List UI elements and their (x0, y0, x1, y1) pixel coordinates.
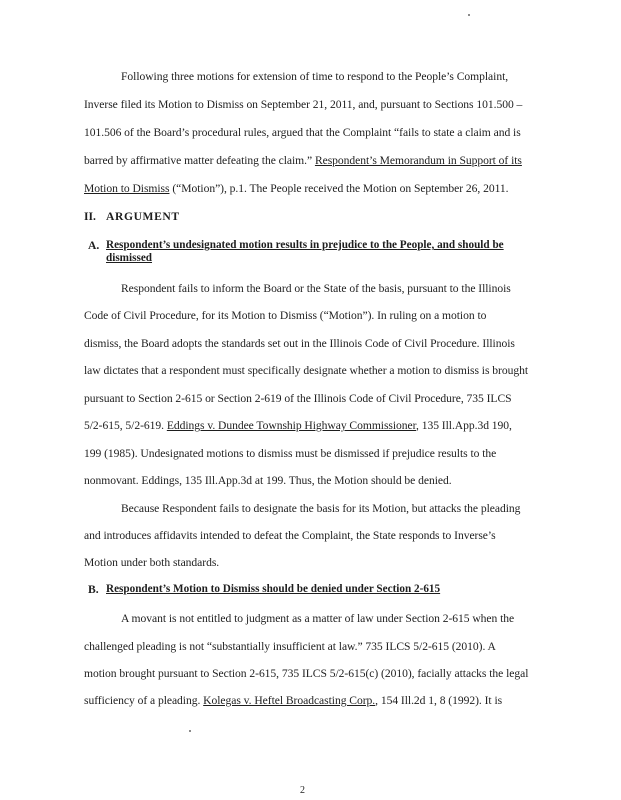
intro-line: 101.506 of the Board’s procedural rules, argued that the Complaint “fails to state a claim and is (84, 126, 521, 139)
paragraph-line: dismiss, the Board adopts the standards set out in the Illinois Code of Civil Procedure. Illinois (84, 337, 515, 350)
paragraph-line: Motion under both standards. (84, 556, 220, 569)
paragraph-text: , 135 Ill.App.3d 190, (416, 419, 512, 432)
intro-line: Following three motions for extension of time to respond to the People’s Complaint, (121, 70, 509, 83)
paragraph-line: motion brought pursuant to Section 2-615, 735 ILCS 5/2-615(c) (2010), facially attacks the legal (84, 667, 529, 680)
section-title: ARGUMENT (106, 210, 180, 223)
intro-line (84, 154, 522, 168)
paragraph-line (84, 419, 512, 433)
paragraph-line: law dictates that a respondent must specifically designate whether a motion to dismiss is brought (84, 364, 528, 377)
subsection-title: dismissed (106, 252, 153, 264)
section-number: II. (84, 210, 96, 223)
paragraph-line: pursuant to Section 2-615 or Section 2-619 of the Illinois Code of Civil Procedure, 735 ILCS (84, 392, 512, 405)
paragraph-line: Respondent fails to inform the Board or the State of the basis, pursuant to the Illinois (121, 282, 511, 295)
paragraph-text: 5/2-615, 5/2-619. (84, 419, 167, 432)
subsection-title: Respondent’s undesignated motion results in prejudice to the People, and should be (106, 239, 504, 251)
intro-line: Inverse filed its Motion to Dismiss on September 21, 2011, and, pursuant to Sections 101.500 – (84, 98, 523, 111)
subsection-title: Respondent’s Motion to Dismiss should be denied under Section 2-615 (106, 583, 441, 595)
citation-eddings: Eddings v. Dundee Township Highway Commissioner (166, 419, 416, 432)
citation-kolegas: Kolegas v. Heftel Broadcasting Corp. (203, 694, 376, 707)
subsection-letter: B. (88, 583, 99, 596)
page-number: 2 (300, 785, 305, 796)
paragraph-line: A movant is not entitled to judgment as a matter of law under Section 2-615 when the (121, 612, 515, 625)
paragraph-line (84, 694, 502, 708)
paragraph-line: Code of Civil Procedure, for its Motion to Dismiss (“Motion”). In ruling on a motion to (84, 309, 487, 322)
intro-text: (“Motion”), p.1. The People received the Motion on September 26, 2011. (169, 182, 509, 195)
scan-speck (189, 730, 191, 732)
paragraph-line: and introduces affidavits intended to defeat the Complaint, the State responds to Inverse’s (84, 529, 496, 542)
subsection-letter: A. (88, 239, 100, 252)
intro-line (84, 182, 509, 196)
citation-motion: Motion to Dismiss (84, 182, 170, 195)
paragraph-line: nonmovant. Eddings, 135 Ill.App.3d at 199. Thus, the Motion should be denied. (84, 474, 452, 487)
scan-speck (468, 14, 470, 16)
paragraph-text: sufficiency of a pleading. (84, 694, 204, 707)
intro-text: barred by affirmative matter defeating the claim.” (84, 154, 315, 167)
paragraph-text: , 154 Ill.2d 1, 8 (1992). It is (375, 694, 503, 707)
citation-memorandum: Respondent’s Memorandum in Support of its (314, 154, 522, 167)
paragraph-line: 199 (1985). Undesignated motions to dismiss must be dismissed if prejudice results to the (84, 447, 497, 460)
paragraph-line: Because Respondent fails to designate the basis for its Motion, but attacks the pleading (121, 502, 521, 515)
paragraph-line: challenged pleading is not “substantially insufficient at law.” 735 ILCS 5/2-615 (2010). A (84, 640, 496, 653)
